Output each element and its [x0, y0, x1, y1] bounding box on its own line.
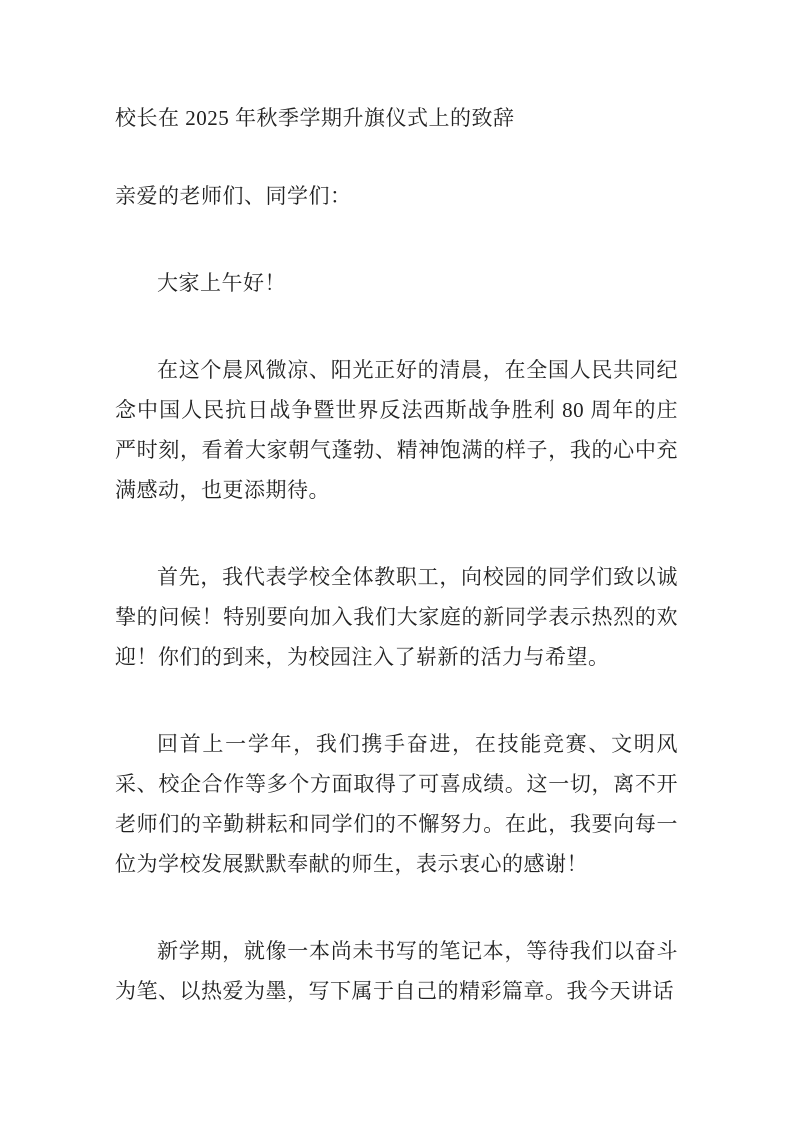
- paragraph-welcome: 首先，我代表学校全体教职工，向校园的同学们致以诚挚的问候！特别要向加入我们大家庭的新同学表示热烈的欢迎！你们的到来，为校园注入了崭新的活力与希望。: [115, 565, 678, 669]
- paragraph-new-semester: 新学期，就像一本尚未书写的笔记本，等待我们以奋斗为笔、以热爱为墨，写下属于自己的精彩篇章。我今天讲话: [115, 939, 678, 1003]
- paragraph-review: 回首上一学年，我们携手奋进，在技能竞赛、文明风采、校企合作等多个方面取得了可喜成绩。这一切，离不开老师们的辛勤耕耘和同学们的不懈努力。在此，我要向每一位为学校发展默默奉献的师生，表示衷心的感谢！: [115, 732, 678, 876]
- document-title: 校长在 2025 年秋季学期升旗仪式上的致辞: [115, 106, 515, 130]
- salutation: 亲爱的老师们、同学们：: [115, 184, 352, 208]
- paragraph-greeting: 大家上午好！: [157, 271, 286, 295]
- paragraph-opening: 在这个晨风微凉、阳光正好的清晨，在全国人民共同纪念中国人民抗日战争暨世界反法西斯战争胜利 80 周年的庄严时刻，看着大家朝气蓬勃、精神饱满的样子，我的心中充满感动，也更添期待。: [115, 358, 678, 502]
